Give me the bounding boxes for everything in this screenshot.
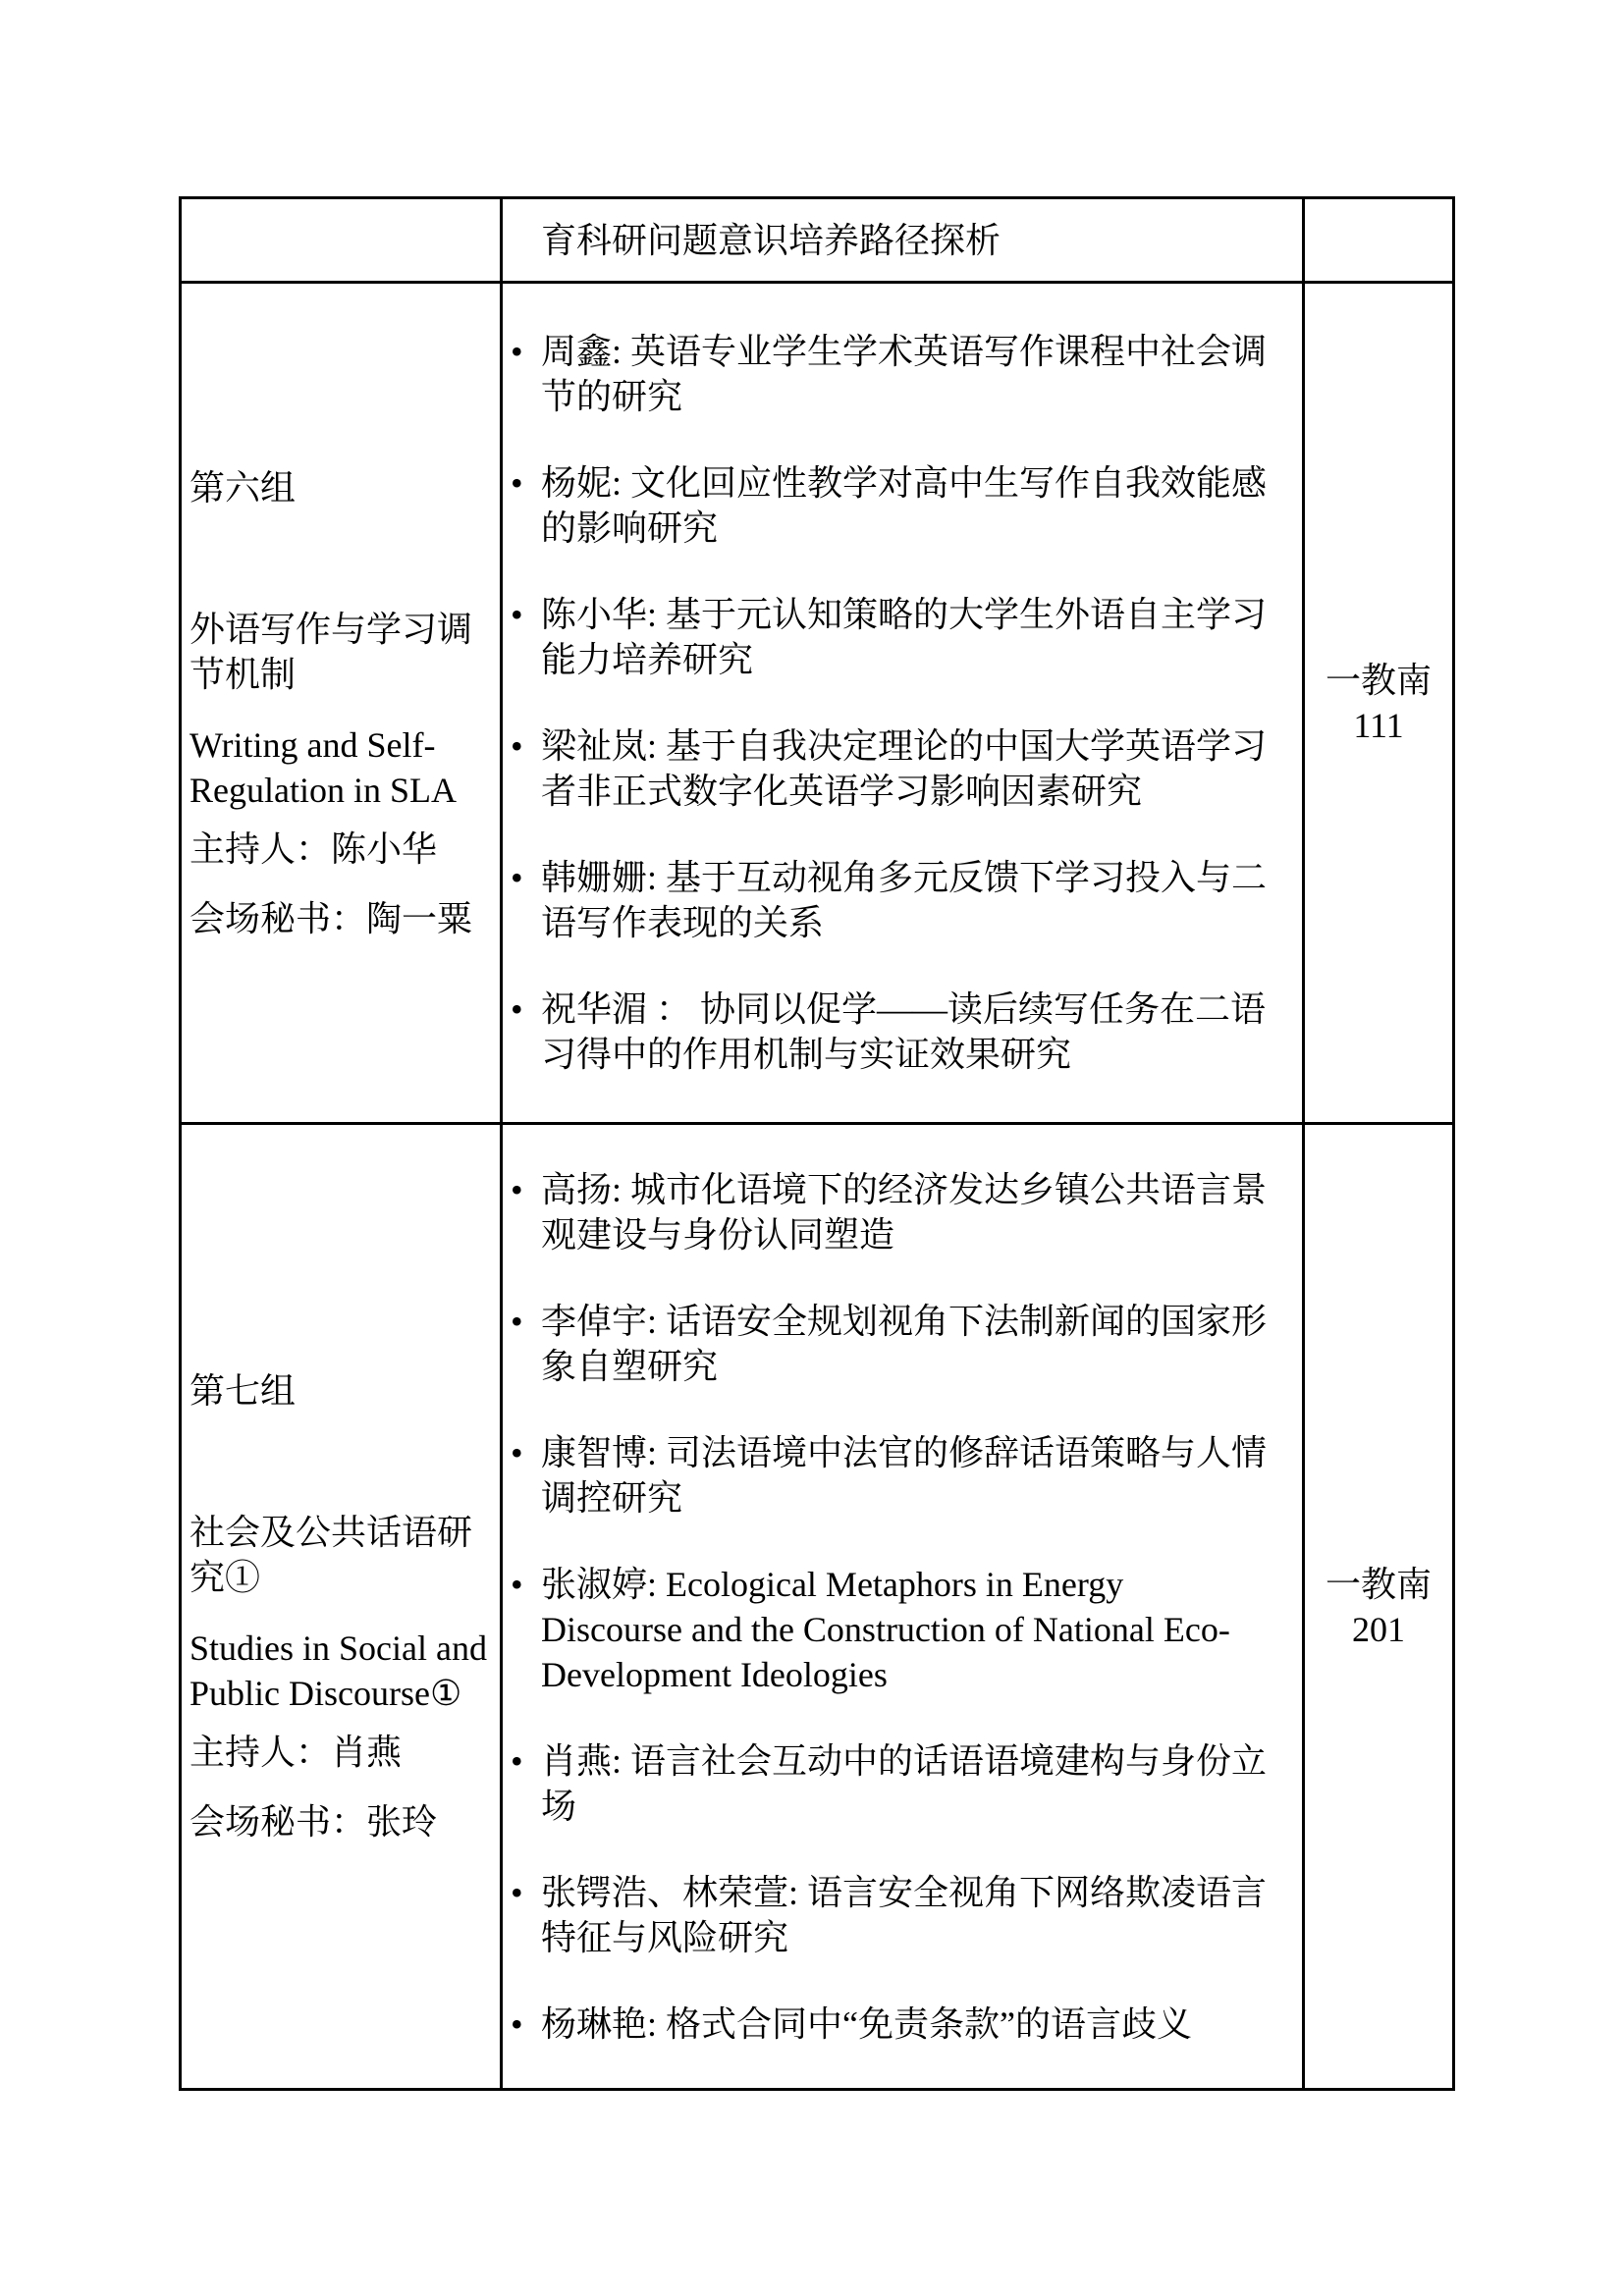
session-title-continuation-cell <box>502 198 1304 283</box>
presentation-item: • 周鑫: 英语专业学生学术英语写作课程中社会调节的研究 <box>509 329 1267 419</box>
presentation-item: • 杨妮: 文化回应性教学对高中生写作自我效能感的影响研究 <box>509 460 1267 551</box>
presentation-item: • 张锷浩、林荣萱: 语言安全视角下网络欺凌语言特征与风险研究 <box>509 1870 1267 1960</box>
group-chair: 主持人：陈小华 <box>189 828 438 869</box>
group-topic-zh: 外语写作与学习调节机制 <box>189 609 473 694</box>
presentation-item: • 高扬: 城市化语境下的经济发达乡镇公共语言景观建设与身份认同塑造 <box>509 1167 1267 1257</box>
group-7-presentations-cell <box>502 1124 1304 2090</box>
group-secretary: 会场秘书：张玲 <box>189 1802 438 1842</box>
presentation-item: • 陈小华: 基于元认知策略的大学生外语自主学习能力培养研究 <box>509 592 1267 682</box>
table-row-continuation <box>181 198 1454 283</box>
presentation-item: • 肖燕: 语言社会互动中的话语语境建构与身份立场 <box>509 1738 1267 1829</box>
location-cell-empty <box>1304 198 1454 283</box>
table-row-group-7 <box>181 1124 1454 2090</box>
presentation-item: • 张淑婷: Ecological Metaphors in Energy Discourse and the Construction of National Eco-Development Ideologies <box>509 1562 1267 1697</box>
group-6-location-cell <box>1304 283 1454 1124</box>
group-number: 第六组 <box>189 467 297 507</box>
group-6-info-cell <box>181 283 502 1124</box>
presentation-item: • 杨琳艳: 格式合同中“免责条款”的语言歧义 <box>509 2002 1267 2047</box>
location-room: 201 <box>1352 1609 1405 1649</box>
group-6-presentations-cell <box>502 283 1304 1124</box>
location-building: 一教南 <box>1325 1564 1432 1604</box>
location-room: 111 <box>1353 706 1404 745</box>
presentation-list <box>509 1167 1267 2047</box>
group-topic-zh: 社会及公共话语研究① <box>189 1513 473 1597</box>
presentation-item: • 韩姗姗: 基于互动视角多元反馈下学习投入与二语写作表现的关系 <box>509 855 1267 945</box>
location-building: 一教南 <box>1325 661 1432 700</box>
group-cell-empty <box>181 198 502 283</box>
group-number: 第七组 <box>189 1371 297 1411</box>
presentation-item: • 康智博: 司法语境中法官的修辞话语策略与人情调控研究 <box>509 1430 1267 1521</box>
table-row-group-6 <box>181 283 1454 1124</box>
group-topic-en: Studies in Social and Public Discourse① <box>189 1629 487 1713</box>
presentation-item: • 梁祉岚: 基于自我决定理论的中国大学英语学习者非正式数字化英语学习影响因素研究 <box>509 723 1267 814</box>
presentation-item: • 祝华湄 ： 协同以促学——读后续写任务在二语习得中的作用机制与实证效果研究 <box>509 987 1267 1077</box>
group-7-info-cell <box>181 1124 502 2090</box>
group-secretary: 会场秘书：陶一粟 <box>189 898 473 938</box>
conference-program-table <box>179 196 1455 2091</box>
group-chair: 主持人：肖燕 <box>189 1733 403 1772</box>
presentation-list <box>509 329 1267 1077</box>
group-topic-en: Writing and Self-Regulation in SLA <box>189 724 457 810</box>
session-title-continuation-text: 育科研问题意识培养路径探析 <box>541 220 1001 260</box>
group-7-location-cell <box>1304 1124 1454 2090</box>
presentation-item: • 李倬宇: 话语安全规划视角下法制新闻的国家形象自塑研究 <box>509 1299 1267 1389</box>
